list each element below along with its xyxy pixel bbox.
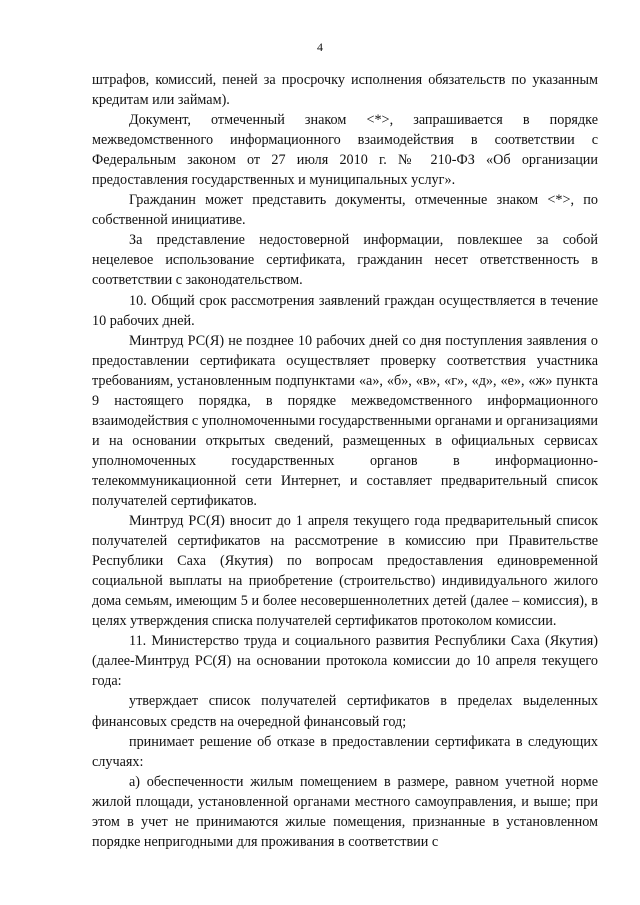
paragraph-continuation: штрафов, комиссий, пеней за просрочку исполнения обязательств по указанным кредитам или займам). — [92, 72, 598, 109]
paragraph-interagency-request: Документ, отмеченный знаком <*>, запрашивается в порядке межведомственного информационного взаимодействия в соответствии с Федеральным законом от 27 июля 2010 г. № 210-ФЗ «Об организации предоставления государственных и муниципальных услуг». — [92, 112, 598, 189]
paragraph-verification: Минтруд РС(Я) не позднее 10 рабочих дней со дня поступления заявления о предоставлении сертификата осуществляет проверку соответствия участника требованиям, установленным подпунктами «а», «б», «в», «г», «д», «е», «ж» пункта 9 настоящего порядка, в порядке межведомственного информационного взаимодействия с уполномоченными государственными органами и организациями и на основании открытых сведений, размещенных в официальных сервисах уполномоченных государственных органов в информационно-телекоммуникационной сети Интернет, и составляет предварительный список получателей сертификатов. — [92, 332, 598, 509]
paragraph-item-11: 11. Министерство труда и социального развития Республики Саха (Якутия) (далее-Минтруд РС(Я) на основании протокола комиссии до 10 апреля текущего года: — [92, 633, 598, 690]
paragraph-own-initiative: Гражданин может представить документы, отмеченные знаком <*>, по собственной инициативе. — [92, 192, 598, 229]
page-number: 4 — [317, 40, 323, 54]
paragraph-approves-list: утверждает список получателей сертификатов в пределах выделенных финансовых средств на очередной финансовый год; — [92, 693, 598, 730]
paragraph-refusal-decision: принимает решение об отказе в предоставлении сертификата в следующих случаях: — [92, 733, 598, 770]
paragraph-preliminary-list: Минтруд РС(Я) вносит до 1 апреля текущего года предварительный список получателей сертификатов на рассмотрение в комиссию при Правительстве Республики Саха (Якутия) по вопросам предоставления единовременной социальной выплаты на приобретение (строительство) индивидуального жилого дома семьям, имеющим 5 и более несовершеннолетних детей (далее – комиссия), в целях утверждения списка получателей сертификатов протоколом комиссии. — [92, 513, 598, 630]
document-body — [92, 70, 598, 852]
paragraph-case-a: а) обеспеченности жилым помещением в размере, равном учетной норме жилой площади, установленной органами местного самоуправления, и выше; при этом в учет не принимаются жилые помещения, признанные в установленном порядке непригодными для проживания в соответствии с — [92, 773, 598, 850]
paragraph-item-10: 10. Общий срок рассмотрения заявлений граждан осуществляется в течение 10 рабочих дней. — [92, 292, 598, 329]
paragraph-responsibility: За представление недостоверной информации, повлекшее за собой нецелевое использование сертификата, гражданин несет ответственность в соответствии с законодательством. — [92, 232, 598, 289]
